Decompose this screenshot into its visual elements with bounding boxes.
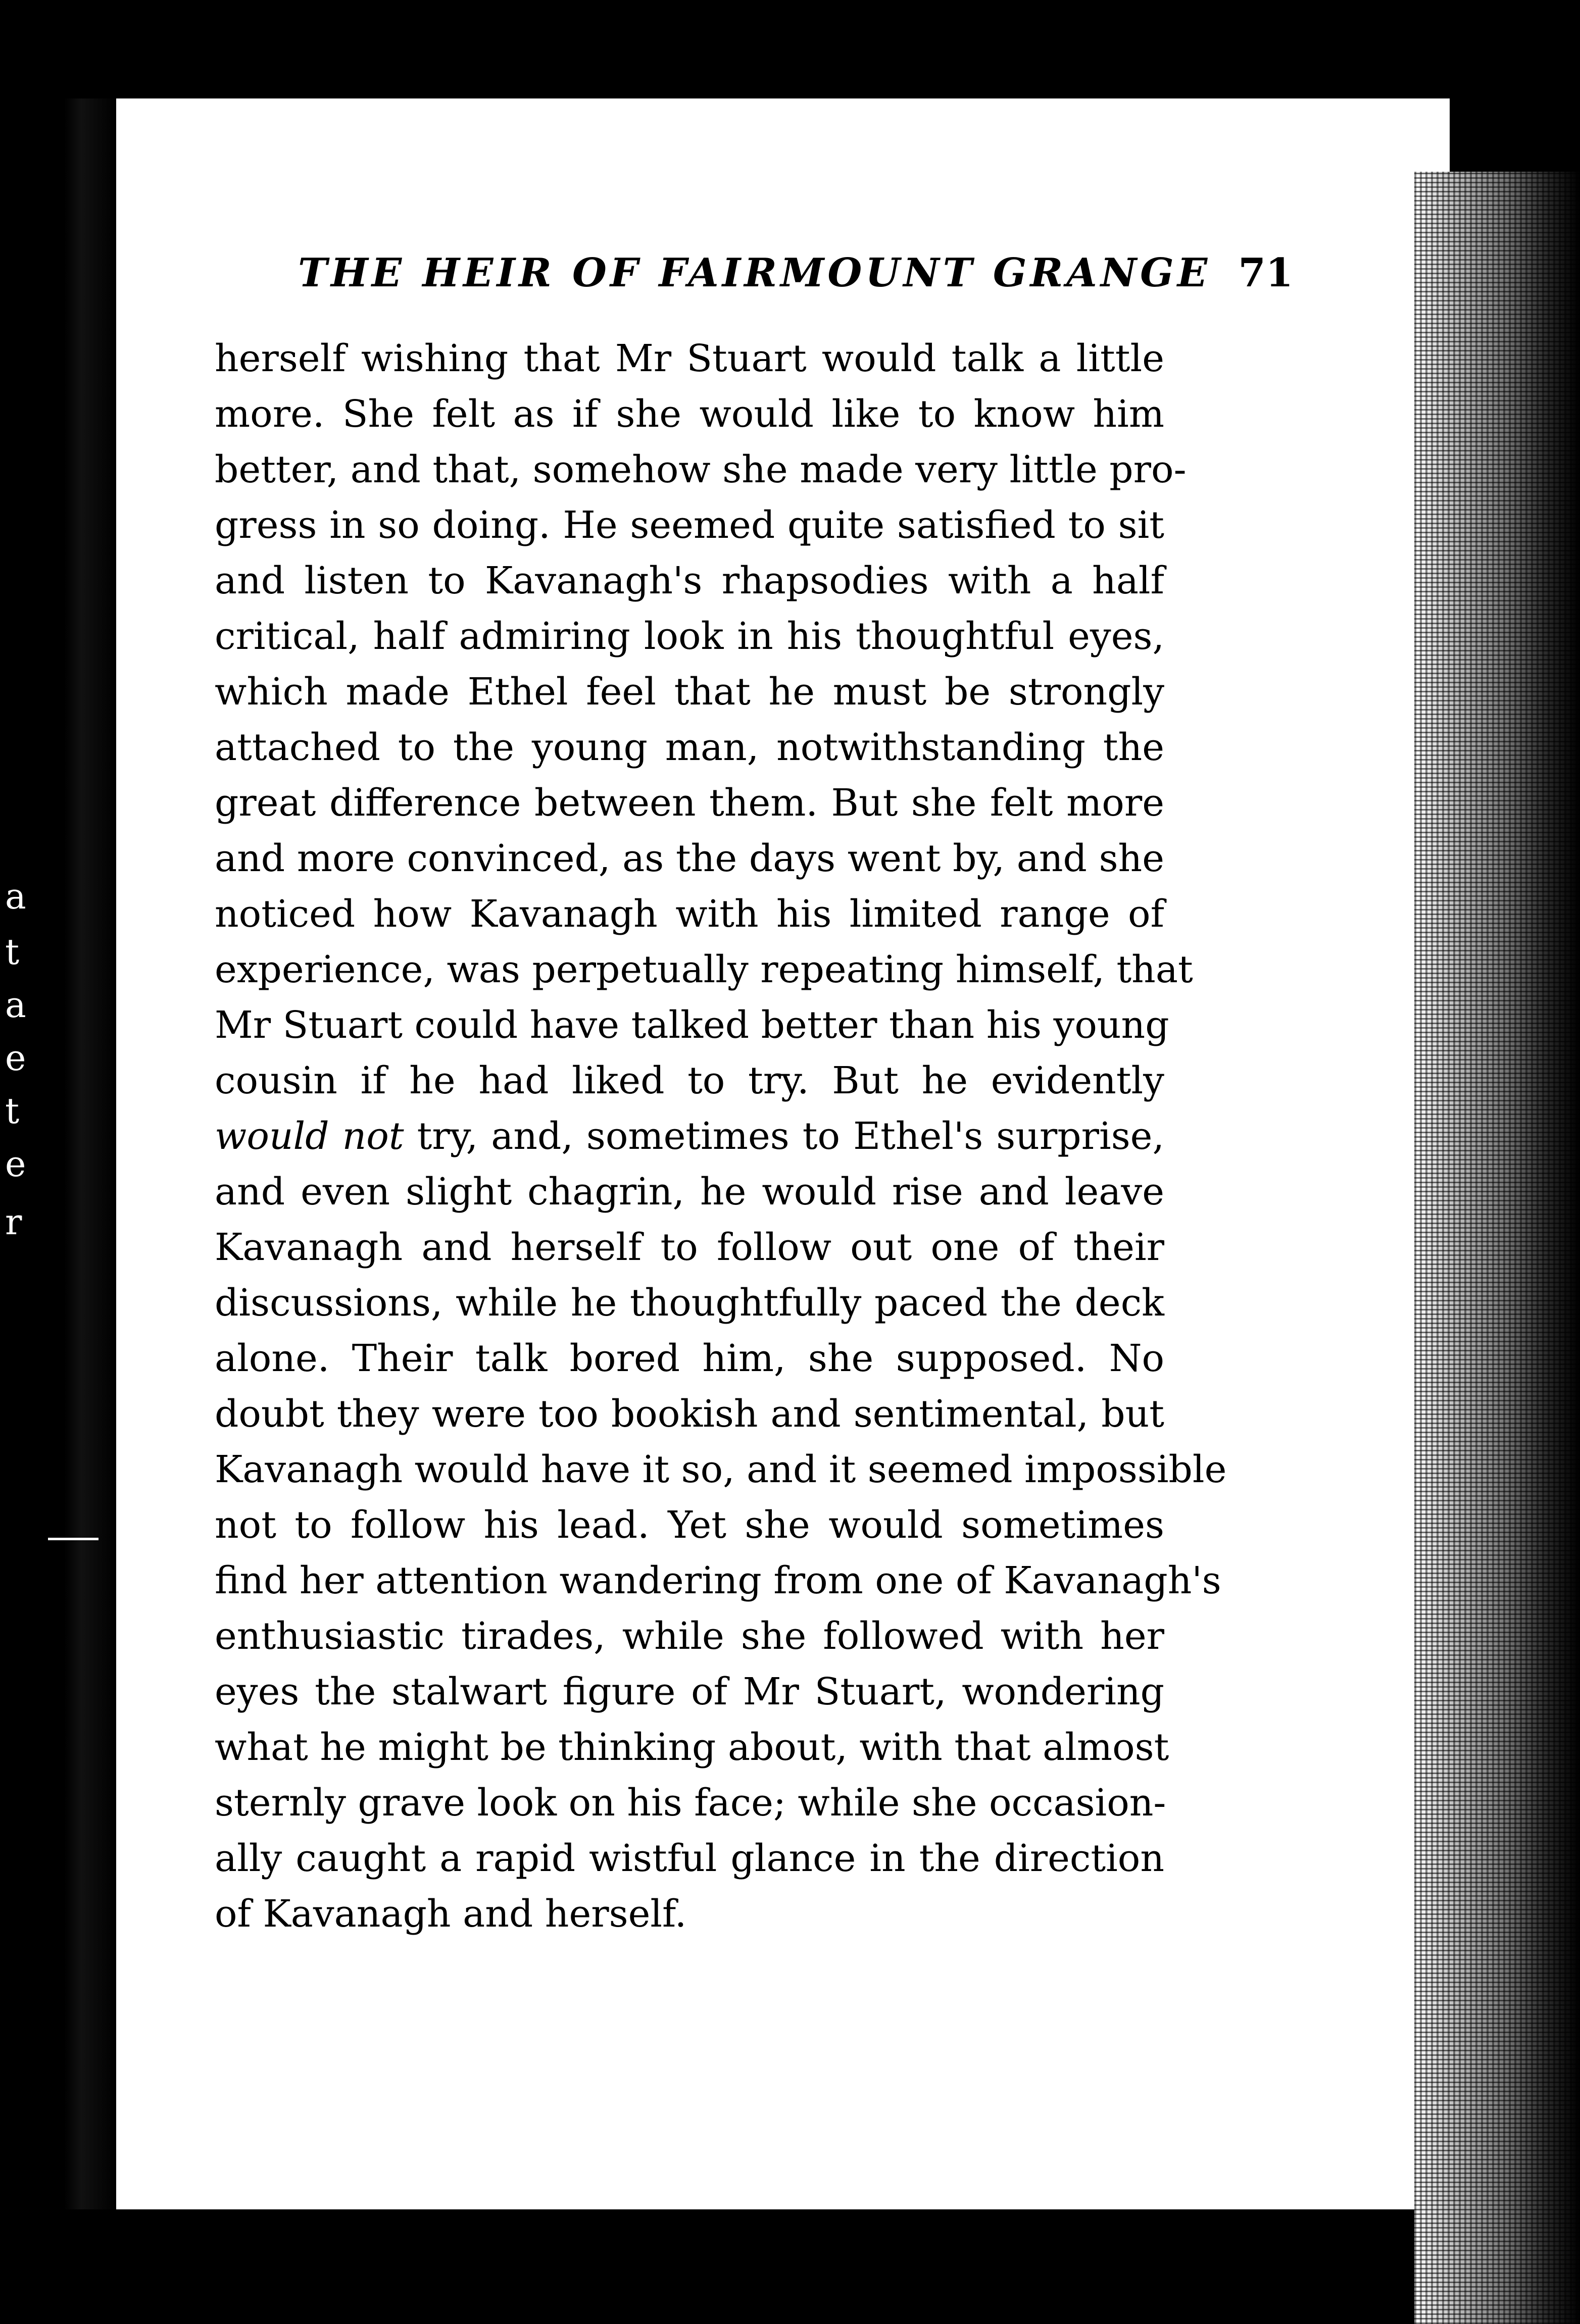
facing-page-edge xyxy=(1414,172,1580,2324)
text-line: ally caught a rapid wistful glance in the direction xyxy=(215,1837,1164,1880)
spine-rule xyxy=(48,1538,98,1540)
text-line: not to follow his lead. Yet she would sometimes xyxy=(215,1503,1164,1547)
text-line: enthusiastic tirades, while she followed with her xyxy=(215,1614,1164,1658)
text-line: gress in so doing. He seemed quite satisfied to sit xyxy=(215,503,1164,547)
text-line: great difference between them. But she felt more xyxy=(215,781,1164,825)
text-line: herself wishing that Mr Stuart would talk a little xyxy=(215,337,1164,380)
running-head-title: THE HEIR OF FAIRMOUNT GRANGE xyxy=(298,250,1211,296)
text-line: discussions, while he thoughtfully paced the deck xyxy=(215,1281,1164,1325)
running-head xyxy=(298,250,1293,306)
text-line: alone. Their talk bored him, she supposed. No xyxy=(215,1337,1164,1380)
text-line: Kavanagh would have it so, and it seemed impossible xyxy=(215,1448,1227,1491)
spine-letter: r xyxy=(5,1201,22,1243)
text-line: what he might be thinking about, with that almost xyxy=(215,1726,1169,1769)
text-line: doubt they were too bookish and sentimental, but xyxy=(215,1392,1164,1436)
text-line: and more convinced, as the days went by, and she xyxy=(215,837,1164,880)
italic-phrase: would not xyxy=(215,1115,404,1158)
text-line: more. She felt as if she would like to know him xyxy=(215,392,1164,436)
text-line: eyes the stalwart figure of Mr Stuart, wondering xyxy=(215,1670,1164,1713)
spine-letter: t xyxy=(5,1090,20,1132)
spine-letter: e xyxy=(5,1143,26,1185)
spine-letter: t xyxy=(5,931,20,973)
text-line: and even slight chagrin, he would rise and leave xyxy=(215,1170,1164,1214)
text-line: noticed how Kavanagh with his limited range of xyxy=(215,892,1164,936)
text-line: cousin if he had liked to try. But he evidently xyxy=(215,1059,1164,1102)
text-line: sternly grave look on his face; while she occasion- xyxy=(215,1781,1166,1825)
spine-letter: a xyxy=(5,876,26,917)
text-line xyxy=(215,1108,1164,1164)
spine-letter: e xyxy=(5,1037,26,1079)
body-text xyxy=(215,331,1227,1942)
spine-letter: a xyxy=(5,984,26,1026)
text-line: Kavanagh and herself to follow out one of their xyxy=(215,1226,1164,1269)
text-line: find her attention wandering from one of Kavanagh's xyxy=(215,1559,1221,1602)
page-number: 71 xyxy=(1238,250,1293,296)
text-line: critical, half admiring look in his thoughtful eyes, xyxy=(215,615,1164,658)
text-line: better, and that, somehow she made very little pro- xyxy=(215,448,1187,491)
text-line: Mr Stuart could have talked better than his young xyxy=(215,1003,1169,1047)
text-line: experience, was perpetually repeating himself, that xyxy=(215,948,1193,991)
text-line: and listen to Kavanagh's rhapsodies with a half xyxy=(215,559,1164,602)
line-remainder: try, and, sometimes to Ethel's surprise, xyxy=(404,1115,1164,1158)
text-line: attached to the young man, notwithstanding the xyxy=(215,726,1164,769)
text-line: which made Ethel feel that he must be strongly xyxy=(215,670,1164,714)
text-line: of Kavanagh and herself. xyxy=(215,1892,687,1936)
